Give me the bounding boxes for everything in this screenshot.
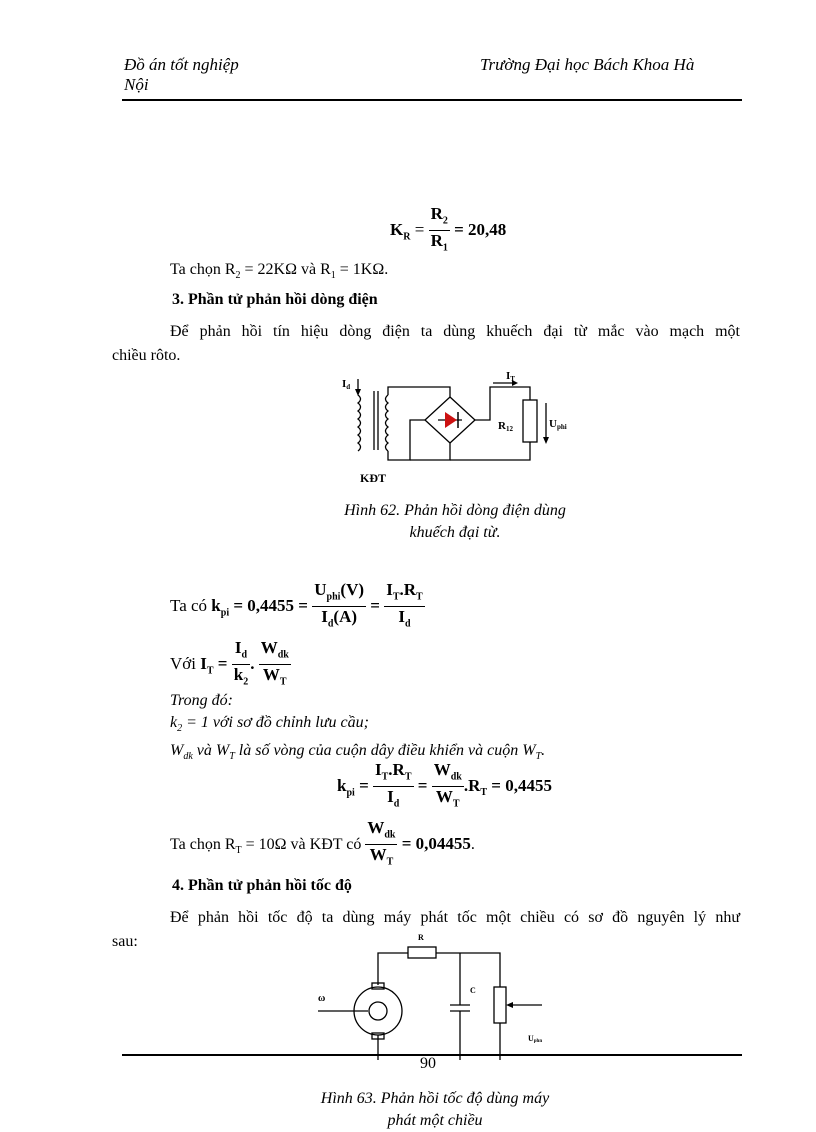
section3-title: 3. Phần tử phản hồi dòng điện — [172, 291, 378, 308]
equation-kpi-expanded: $k_{pi}$ = $\frac{I_T.R_T}{I_d}$ = $\frac{W_{dk}}{W_T}$ $.R_T = 0,4455$ — [337, 760, 552, 814]
eq1-result: = 20,48 — [454, 219, 507, 239]
label-c: C — [470, 986, 476, 995]
notes-line1: Trong đó: — [170, 692, 233, 709]
eq1-lhs: $K_R$ — [390, 219, 411, 243]
wire-top — [388, 387, 450, 397]
section3-para-line1: Để phản hồi tín hiệu dòng điện ta dùng khuếch đại từ mắc vào mạch một — [170, 323, 740, 340]
generator-rotor — [369, 1002, 387, 1020]
page-number: 90 — [420, 1055, 436, 1072]
primary-coil — [358, 395, 361, 451]
section4-para-line1: Để phản hồi tốc độ ta dùng máy phát tốc một chiều có sơ đồ nguyên lý như — [170, 909, 740, 926]
equation-kpi: Ta có $k_{pi} = 0,4455$ = $\frac{U_{phi}(V)}{I_d(A)}$ = $\frac{I_T.R_T}{I_d}$ — [170, 580, 425, 634]
header-left — [124, 55, 239, 95]
figure63-caption — [280, 1088, 590, 1132]
label-id: Id — [342, 378, 351, 391]
header-left-line2: Nội — [124, 75, 149, 94]
id-arrowhead — [355, 389, 361, 396]
section4-title: 4. Phần tử phản hồi tốc độ — [172, 877, 352, 894]
section4-para-line2: sau: — [112, 933, 138, 950]
eq3-lhs: $I_T$ — [200, 653, 214, 677]
label-omega: ω — [318, 993, 326, 1004]
label-uphn: Uphn — [528, 1034, 543, 1044]
diode-triangle — [445, 412, 457, 428]
wire-top-left — [378, 953, 408, 985]
wire-bottom — [450, 442, 530, 460]
slider-arrowhead — [506, 1002, 513, 1008]
figure63-caption-line1: Hình 63. Phản hồi tốc độ dùng máy — [320, 1090, 550, 1107]
header-rule — [122, 99, 742, 101]
eq2-fraction1: $\frac{U_{phi}(V)}{I_d(A)}$ — [314, 580, 365, 630]
u-arrowhead — [543, 437, 549, 444]
wire-left — [388, 420, 425, 460]
label-it: IT — [506, 370, 515, 383]
label-r: R — [418, 933, 424, 942]
equation-it: Với $I_T$ = $\frac{I_d}{k_2}$ . $\frac{W_{dk}}{W_T}$ — [170, 638, 291, 692]
figure62-caption — [300, 500, 610, 544]
header-left-line1: Đồ án tốt nghiệp — [124, 55, 239, 74]
wire-right-top — [475, 387, 530, 420]
wire-top-right — [436, 953, 500, 987]
label-kdt: KĐT — [360, 471, 387, 485]
resistor-r12 — [523, 400, 537, 442]
eq2-lhs: $k_{pi}$ — [211, 595, 230, 619]
resistor-r — [408, 947, 436, 958]
eq1-fraction: $\frac{R_2}{R_1}$ — [430, 204, 448, 254]
section3-para-line2: chiều rôto. — [112, 347, 181, 364]
label-r12: R12 — [498, 420, 513, 433]
eq3-fraction2: $\frac{W_{dk}}{W_T}$ — [260, 638, 289, 688]
figure62-caption-line1: Hình 62. Phản hồi dòng điện dùng — [344, 502, 566, 519]
equation-kr: $K_R$ = $\frac{R_2}{R_1}$ = 20,48 — [390, 204, 506, 258]
eq4-fraction2: $\frac{W_{dk}}{W_T}$ — [433, 760, 462, 810]
eq2-fraction2: $\frac{I_T.R_T}{I_d}$ — [386, 580, 423, 630]
notes-block — [170, 690, 545, 768]
figure62-caption-line2: khuếch đại từ. — [409, 524, 501, 541]
header-right: Trường Đại học Bách Khoa Hà — [480, 55, 695, 74]
choice-rt-kdt: Ta chọn $R_T = 10\Omega$ và KĐT có $\frac{W_{dk}}{W_T}$ = 0,04455. — [170, 818, 475, 872]
notes-line3: $W_{dk}$ và $W_T$ là số vòng của cuộn dây điều khiển và cuộn $W_T$. — [170, 742, 546, 763]
secondary-coil — [386, 395, 389, 451]
label-uphi: Uphi — [549, 418, 567, 431]
notes-line2: $k_2 = 1$ với sơ đồ chỉnh lưu cầu; — [170, 714, 369, 735]
choice2-fraction: $\frac{W_{dk}}{W_T}$ — [367, 818, 396, 868]
eq3-fraction1: $\frac{I_d}{k_2}$ — [233, 638, 249, 688]
figure62-circuit — [330, 365, 580, 490]
eq4-fraction1: $\frac{I_T.R_T}{I_d}$ — [375, 760, 412, 810]
figure63-caption-line2: phát một chiều — [387, 1112, 483, 1129]
choice-r-values: Ta chọn $R_2 = 22K\Omega$ và $R_1 = 1K\Omega$. — [170, 261, 389, 282]
figure63-circuit — [310, 925, 560, 1060]
potentiometer — [494, 987, 506, 1023]
eq4-lhs: $k_{pi}$ — [337, 775, 355, 799]
wire-bridge-bottom — [410, 443, 450, 460]
